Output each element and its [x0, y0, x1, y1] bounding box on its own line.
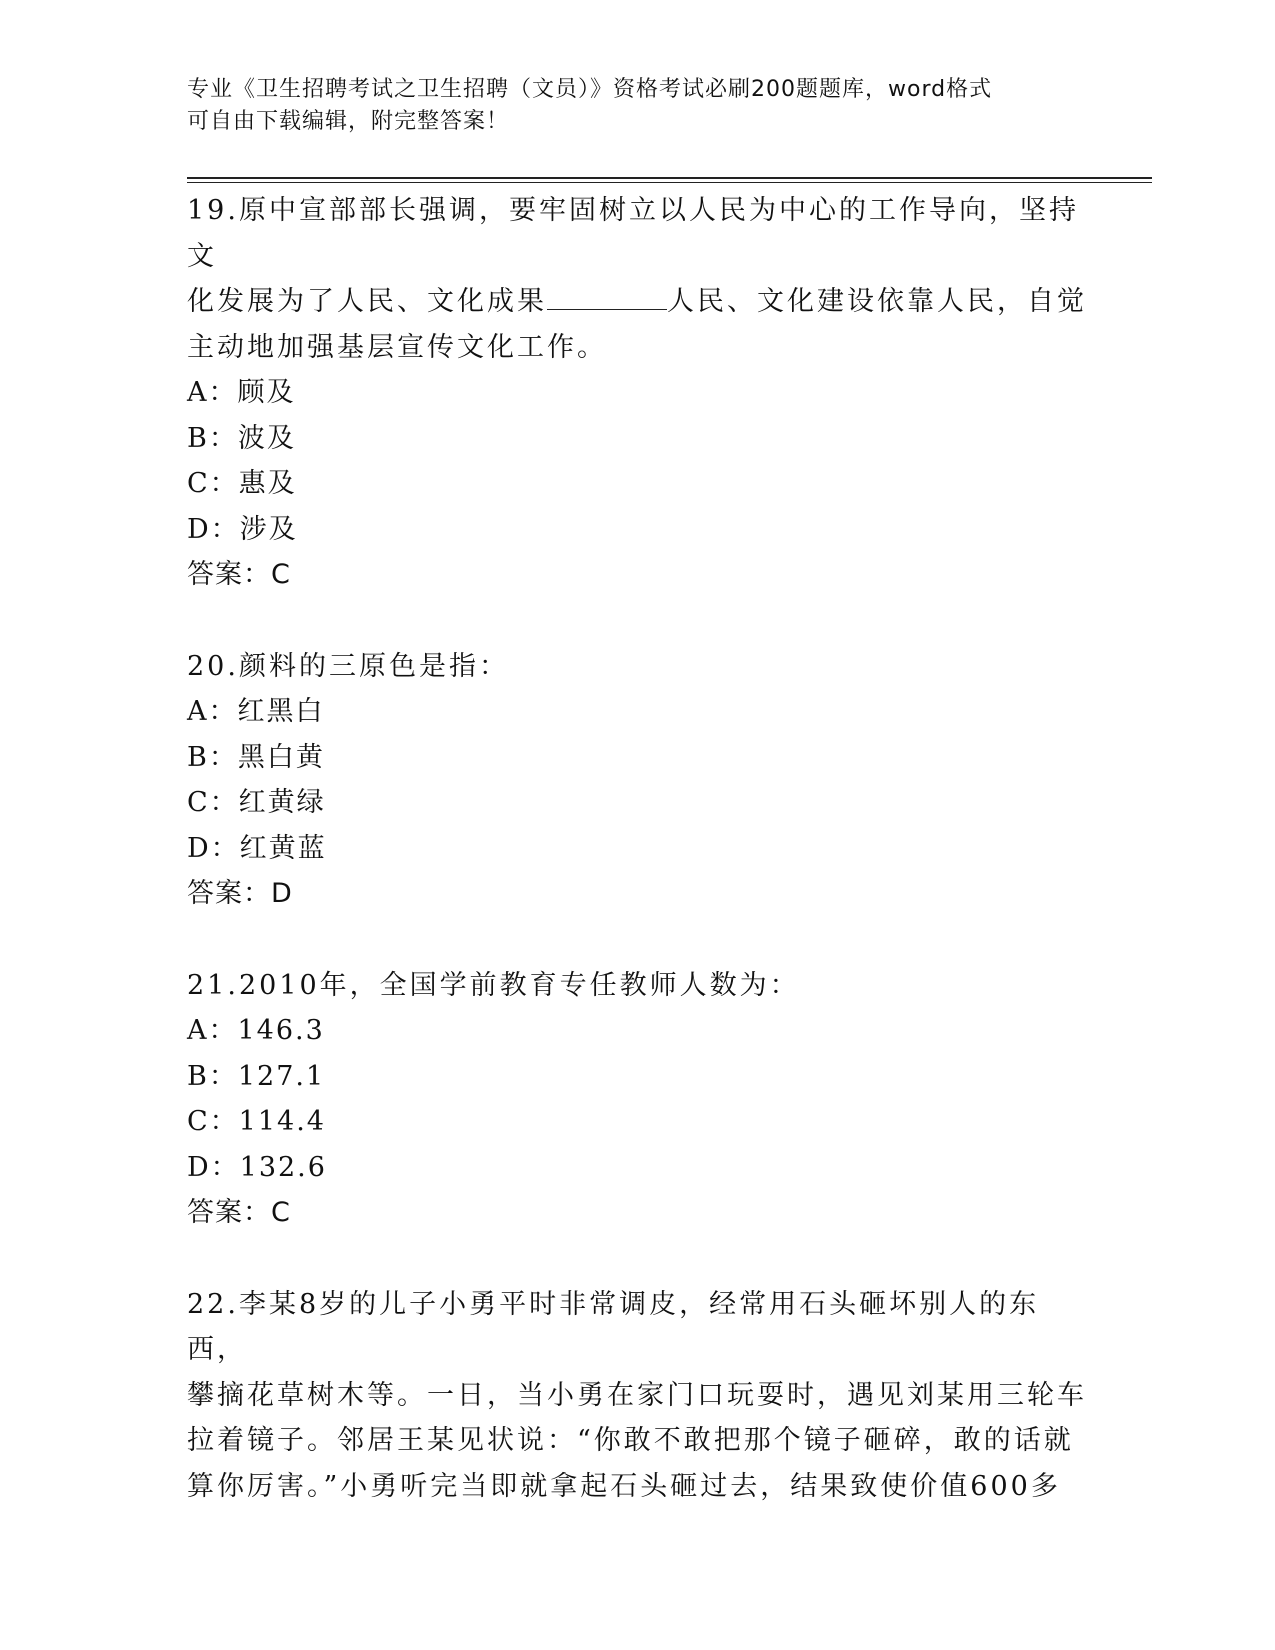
question-stem-line: 主动地加强基层宣传文化工作。 — [187, 331, 607, 363]
question-list — [187, 188, 1087, 1555]
answer-label: 答案：D — [187, 878, 293, 909]
question-stem-line — [187, 279, 1087, 325]
option-b: B：波及 — [187, 422, 296, 454]
question-19 — [187, 188, 1087, 598]
answer-label: 答案：C — [187, 559, 291, 590]
option-a: A：146.3 — [187, 1015, 325, 1046]
option-c: C：红黄绿 — [187, 787, 326, 818]
fill-in-blank — [547, 287, 667, 310]
option-c: C：惠及 — [187, 468, 297, 499]
question-stem-line: 算你厉害。”小勇听完当即就拿起石头砸过去，结果致使价值600多 — [187, 1470, 1061, 1502]
option-c: C：114.4 — [187, 1106, 326, 1137]
question-stem-line: 攀摘花草树木等。一日，当小勇在家门口玩耍时，遇见刘某用三轮车 — [187, 1379, 1087, 1411]
header-title-line-1: 专业《卫生招聘考试之卫生招聘（文员）》资格考试必刷200题题库，word格式 — [187, 77, 993, 102]
option-d: D：涉及 — [187, 513, 298, 545]
option-d: D：132.6 — [187, 1151, 327, 1183]
answer-label: 答案：C — [187, 1197, 291, 1228]
header-divider-thin — [187, 182, 1152, 183]
document-header — [187, 74, 1087, 138]
question-stem-line: 拉着镜子。邻居王某见状说：“你敢不敢把那个镜子砸碎，敢的话就 — [187, 1425, 1074, 1456]
option-a: A：顾及 — [187, 377, 296, 408]
option-d: D：红黄蓝 — [187, 832, 327, 864]
header-divider-thick — [187, 177, 1152, 179]
option-b: B：黑白黄 — [187, 741, 325, 773]
option-a: A：红黑白 — [187, 696, 325, 727]
question-stem-line: 22.李某8岁的儿子小勇平时非常调皮，经常用石头砸坏别人的东西， — [187, 1288, 1040, 1365]
question-21 — [187, 963, 1087, 1236]
option-b: B：127.1 — [187, 1060, 326, 1092]
question-22 — [187, 1282, 1087, 1510]
question-stem-line: 20.颜料的三原色是指： — [187, 650, 509, 682]
header-title-line-2: 可自由下载编辑，附完整答案！ — [187, 109, 510, 134]
question-stem-line: 19.原中宣部部长强调，要牢固树立以人民为中心的工作导向，坚持文 — [187, 195, 1079, 272]
question-stem-line: 21.2010年，全国学前教育专任教师人数为： — [187, 969, 800, 1001]
question-20 — [187, 644, 1087, 917]
question-stem-text: 化发展为了人民、文化成果 — [187, 286, 547, 317]
question-stem-text: 人民、文化建设依靠人民，自觉 — [667, 286, 1087, 317]
